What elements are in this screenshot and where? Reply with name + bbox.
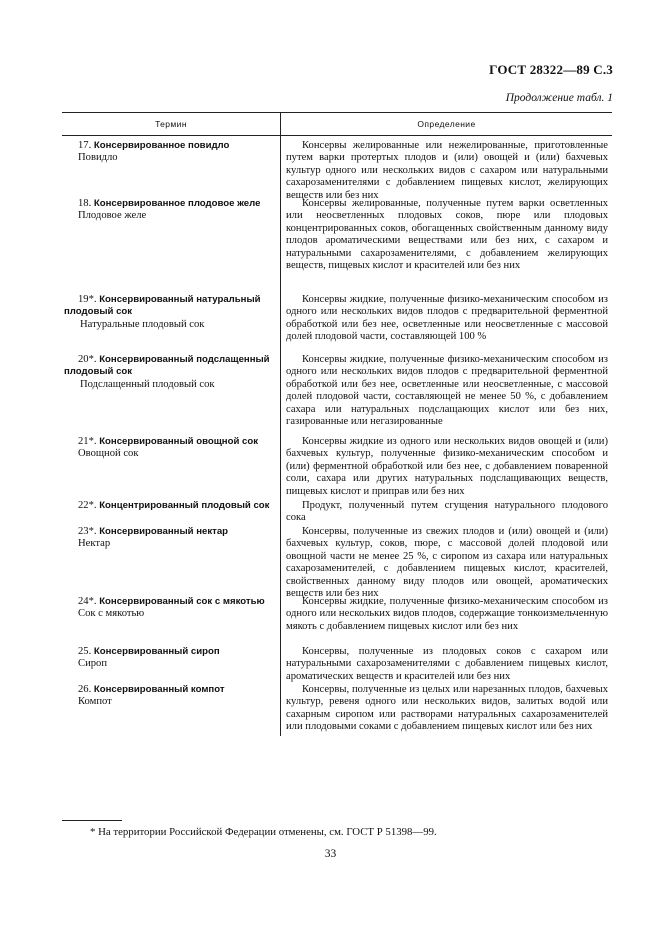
term-name: Консервированный нектар bbox=[99, 526, 229, 537]
definition-cell: Консервы, полученные из целых или нарезанных плодов, бахчевых культур, ревеня одного или нескольких видов, залитых водой или сахарным сиропом или растворами натуральных сахарозаменителей или плодовыми соками с добавлением пищевых кислот или без них bbox=[286, 684, 608, 733]
term-synonym: Подслащенный плодовый сок bbox=[80, 378, 215, 390]
term-name: Концентрированный плодовый сок bbox=[99, 500, 270, 511]
footnote-divider bbox=[62, 820, 122, 821]
table-row bbox=[62, 140, 612, 202]
term-cell bbox=[62, 500, 280, 525]
term-name: Консервированный компот bbox=[93, 684, 225, 695]
term-synonym: Повидло bbox=[78, 152, 118, 164]
term-synonym: Натуральные плодовый сок bbox=[80, 318, 205, 330]
term-cell bbox=[62, 526, 280, 600]
table-row bbox=[62, 500, 612, 525]
definition-cell: Консервы жидкие, полученные физико-механическим способом из одного или нескольких видов плодов с предварительной ферментной обработкой или без нее, осветленные или неосветленные с массовой долей плодовой части, составляющей 100 % bbox=[286, 294, 608, 343]
term-cell bbox=[62, 684, 280, 734]
definition-cell: Продукт, полученный путем сгущения натурального плодового сока bbox=[286, 500, 608, 524]
term-cell bbox=[62, 596, 280, 633]
term-cell bbox=[62, 294, 280, 344]
definition-cell: Консервы желированные, полученные путем варки осветленных или неосветленных плодовых соков, пюре или плодовых концентрированных соков, обогащенных свойственным данному виду плодов ароматическими веществами или без них, с сахаром и натуральными сахарозаменителями, с добавлением желирующих веществ, пищевых кислот и красителей или без них bbox=[286, 198, 608, 272]
definition-cell: Консервы жидкие из одного или нескольких видов овощей и (или) бахчевых культур, полученные физико-механическим способом и (или) ферментной обработкой или без нее, с добавлением поваренной соли, сахара или других натуральных подслащивающих веществ, пищевых кислот и приправ или без них bbox=[286, 436, 608, 497]
term-name: Консервированный подслащенный плодовый сок bbox=[64, 354, 270, 378]
table-header bbox=[62, 113, 612, 136]
table-row bbox=[62, 684, 612, 734]
term-cell bbox=[62, 198, 280, 272]
term-cell bbox=[62, 140, 280, 202]
page-number: 33 bbox=[324, 848, 337, 860]
term-synonym: Овощной сок bbox=[78, 448, 139, 460]
table-row bbox=[62, 646, 612, 683]
term-synonym: Сок с мякотью bbox=[78, 608, 145, 620]
term-cell bbox=[62, 436, 280, 498]
table-row bbox=[62, 596, 612, 633]
term-name: Консервированное плодовое желе bbox=[93, 198, 261, 209]
standard-code: ГОСТ 28322—89 С.3 bbox=[489, 62, 613, 77]
term-name: Консервированный натуральный плодовый сок bbox=[64, 294, 261, 318]
term-synonym: Плодовое желе bbox=[78, 210, 147, 222]
footnote: * На территории Российской Федерации отменены, см. ГОСТ Р 51398—99. bbox=[90, 826, 437, 838]
table-continuation-label: Продолжение табл. 1 bbox=[505, 92, 613, 104]
term-number: 24*. bbox=[78, 596, 97, 607]
definition-cell: Консервы жидкие, полученные физико-механическим способом из одного или нескольких видов плодов, содержащие тонкоизмельченную мякоть с добавлением пищевых кислот или без них bbox=[286, 596, 608, 632]
term-cell bbox=[62, 354, 280, 428]
term-number: 25. bbox=[78, 646, 92, 657]
definition-cell: Консервы жидкие, полученные физико-механическим способом из одного или нескольких видов плодов с предварительной ферментной обработкой или без нее, осветленные или неосветленные, с массовой долей плодовой части, составляющей не менее 50 %, с добавлением сахара или натуральных подслащающих кислот или без них, газированные или негазированные bbox=[286, 354, 608, 428]
term-number: 21*. bbox=[78, 436, 97, 447]
term-name: Консервированное повидло bbox=[93, 140, 230, 151]
table-row bbox=[62, 436, 612, 498]
terms-table bbox=[62, 112, 612, 736]
term-synonym: Сироп bbox=[78, 658, 107, 670]
definition-cell: Консервы желированные или нежелированные, приготовленные путем варки протертых плодов и (или) овощей и (или) бахчевых культур одного или нескольких видов с сахаром или натуральными сахарозаменителями с добавлением пищевых кислот, желирующих веществ или без них bbox=[286, 140, 608, 201]
term-name: Консервированный сироп bbox=[93, 646, 220, 657]
term-name: Консервированный сок с мякотью bbox=[99, 596, 265, 607]
term-number: 23*. bbox=[78, 526, 97, 537]
table-row bbox=[62, 354, 612, 428]
term-name: Консервированный овощной сок bbox=[99, 436, 259, 447]
definition-cell: Консервы, полученные из свежих плодов и (или) овощей и (или) бахчевых культур, соков, пюре, с массовой долей плодовой или овощной части не менее 25 %, с сиропом из сахара или натуральных сахарозаменителей, с добавлением пищевых кислот, красителей, свойственных данному виду плодов или овощей, ароматических веществ или без них bbox=[286, 526, 608, 600]
table-body bbox=[62, 136, 612, 736]
table-row bbox=[62, 526, 612, 600]
term-number: 20*. bbox=[78, 354, 97, 365]
term-number: 26. bbox=[78, 684, 92, 695]
column-header-definition: Определение bbox=[417, 119, 476, 129]
table-row bbox=[62, 294, 612, 344]
term-number: 17. bbox=[78, 140, 92, 151]
table-row bbox=[62, 198, 612, 272]
term-synonym: Компот bbox=[78, 696, 112, 708]
definition-cell: Консервы, полученные из плодовых соков с сахаром или натуральными сахарозаменителями с добавлением пищевых кислот, ароматических веществ и красителей или без них bbox=[286, 646, 608, 682]
term-cell bbox=[62, 646, 280, 683]
column-header-term: Термин bbox=[62, 113, 281, 135]
term-number: 18. bbox=[78, 198, 92, 209]
term-number: 19*. bbox=[78, 294, 97, 305]
term-synonym: Нектар bbox=[78, 538, 111, 550]
term-number: 22*. bbox=[78, 500, 97, 511]
